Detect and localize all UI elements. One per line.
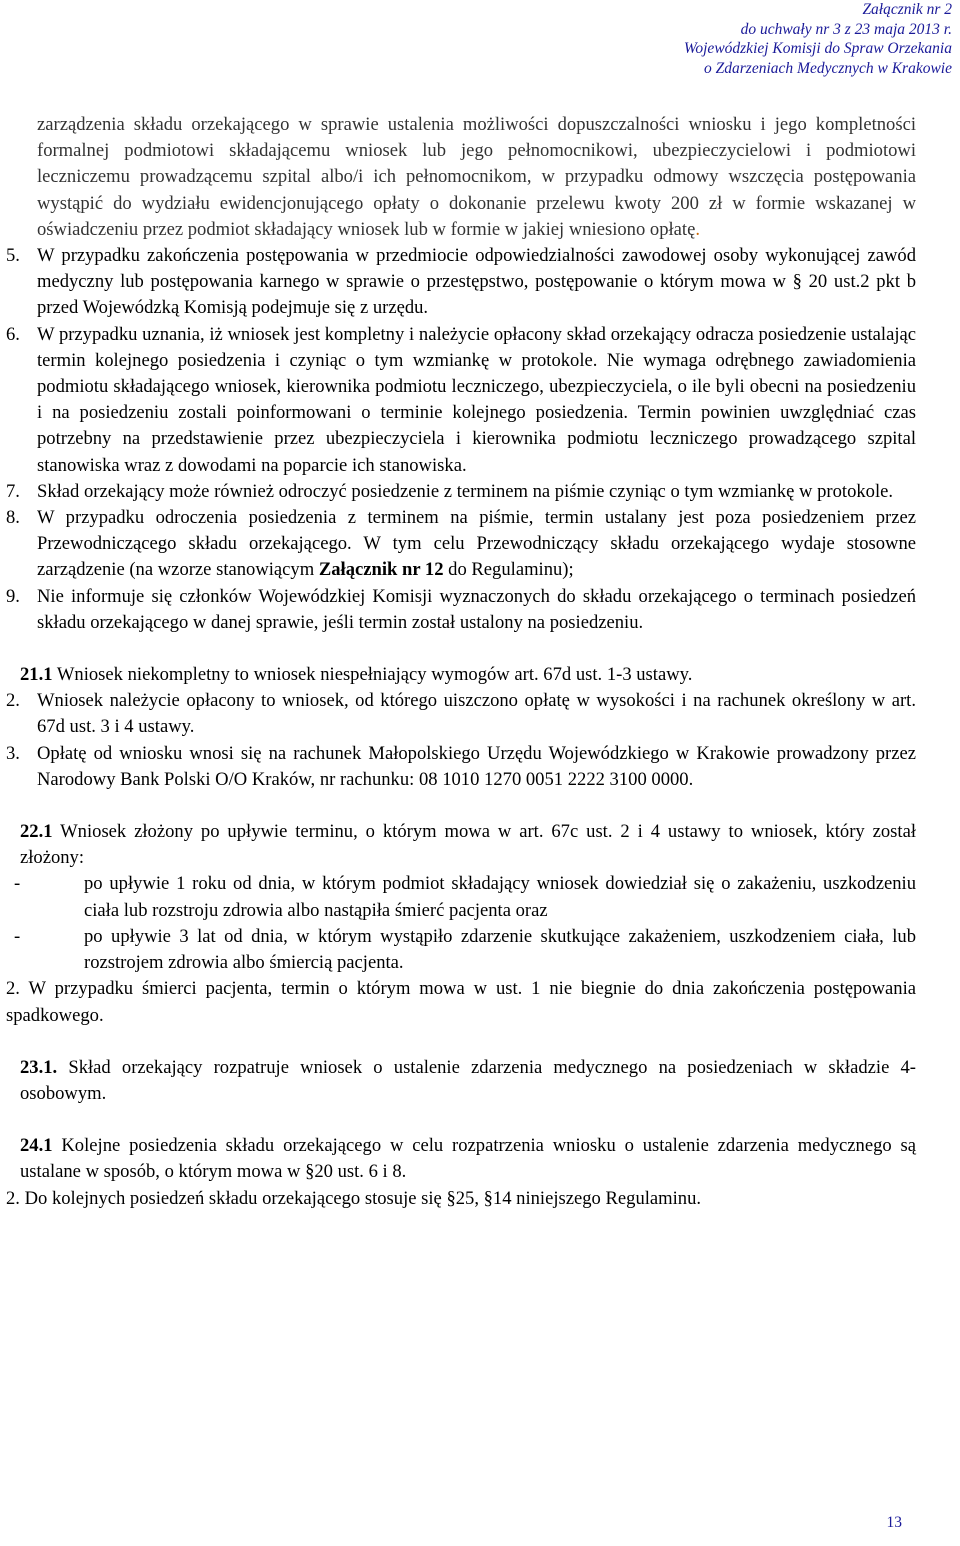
item-text: W przypadku zakończenia postępowania w przedmiocie odpowiedzialności zawodowej osoby wykonującej zawód medyczny lub postępowania karnego w sprawie o przestępstwo, postępowanie o którym mowa w § 20 ust.2 pkt b przed Wojewódzką Komisją podejmuje się z urzędu. [37,245,916,319]
header-line-location: o Zdarzeniach Medycznych w Krakowie [704,59,952,77]
item-text: po upływie 1 roku od dnia, w którym podmiot składający wniosek dowiedział się o zakażeniu, uszkodzeniu ciała lub rozstroju zdrowia albo nastąpiła śmierć pacjenta oraz [84,873,916,921]
header-line-attachment: Załącznik nr 2 [862,1,952,18]
item-number: 8. [6,507,20,529]
item-text: Opłatę od wniosku wnosi się na rachunek Małopolskiego Urzędu Wojewódzkiego w Krakowie prowadzony przez Narodowy Bank Polski O/O Kraków, nr rachunku: 08 1010 1270 0051 2222 3100 0000. [37,742,916,790]
spacer [6,1107,916,1133]
item-text: Nie informuje się członków Wojewódzkiej Komisji wyznaczonych do składu orzekającego o terminach posiedzeń składu orzekającego w danej sprawie, jeśli termin został ustalony na posiedzeniu. [37,585,916,633]
dash-list-item [6,924,916,976]
header-line-resolution: do uchwały nr 3 z 23 maja 2013 r. [740,20,952,38]
intro-text: zarządzenia składu orzekającego w sprawie ustalenia możliwości dopuszczalności wniosku i jego kompletności formalnej podmiotowi składającemu wniosek lub jego pełnomocnikowi, ubezpieczycielowi i podmiotowi leczniczemu prowadzącemu szpital albo/i ich pełnomocnikom, w przypadku odmowy wszczęcia postępowania wystąpić do wydziału ewidencjonującego opłaty o dokonanie przelewu kwoty 200 zł w formie wskazanej w oświadczeniu przez podmiot składający wniosek lub w formie w jakiej wniesiono opłatę [37,114,916,240]
section-24-heading [6,1133,916,1185]
section-22-paragraph-2: 2. W przypadku śmierci pacjenta, termin o którym mowa w ust. 1 nie biegnie do dnia zakończenia postępowania spadkowego. [6,978,916,1026]
document-body [6,112,916,1212]
section-text: Wniosek niekompletny to wniosek niespełniający wymogów art. 67d ust. 1-3 ustawy. [52,664,693,686]
list-item [6,322,916,479]
attachment-header [684,0,952,78]
list-item [6,741,916,793]
item-text-part: W przypadku odroczenia posiedzenia z terminem na piśmie, termin ustalany jest poza posiedzeniem przez Przewodniczącego składu orzekającego. W tym celu Przewodniczący składu orzekającego wydaje stosowne zarządzenie (na wzorze stanowiącym [37,507,916,581]
section-number: 24.1 [20,1135,53,1157]
intro-period: . [695,218,701,240]
section-24-paragraph-2: 2. Do kolejnych posiedzeń składu orzekającego stosuje się §25, §14 niniejszego Regulaminu. [6,1187,702,1209]
section-number: 23.1. [20,1056,58,1078]
item-number: 3. [6,742,20,764]
section-23-heading [6,1055,916,1107]
intro-paragraph [6,112,916,243]
dash-list-item [6,871,916,923]
item-text: Skład orzekający może również odroczyć posiedzenie z terminem na piśmie czyniąc o tym wzmiankę w protokole. [37,480,894,502]
dash-marker: - [14,925,21,947]
item-number: 2. [6,690,20,712]
item-number: 7. [6,480,20,502]
section-text: Wniosek złożony po upływie terminu, o którym mowa w art. 67c ust. 2 i 4 ustawy to wniosek, który został złożony: [20,821,916,869]
list-item [6,243,916,322]
attachment-reference: Załącznik nr 12 [318,559,444,581]
list-item [6,479,916,505]
list-item [6,505,916,584]
item-text [37,505,916,584]
page-number: 13 [886,1513,902,1531]
section-text: Skład orzekający rozpatruje wniosek o ustalenie zdarzenia medycznego na posiedzeniach w składzie 4-osobowym. [20,1056,916,1104]
list-item [6,688,916,740]
section-text: Kolejne posiedzenia składu orzekającego w celu rozpatrzenia wniosku o ustalenie zdarzenia medycznego są ustalane w sposób, o którym mowa w §20 ust. 6 i 8. [20,1135,916,1183]
item-number: 5. [6,245,20,267]
item-text: Wniosek należycie opłacony to wniosek, od którego uiszczono opłatę w wysokości i na rachunek określony w art. 67d ust. 3 i 4 ustawy. [37,690,916,738]
section-number: 22.1 [20,821,53,843]
spacer [6,793,916,819]
spacer [6,1029,916,1055]
item-number: 6. [6,323,20,345]
item-number: 9. [6,585,20,607]
section-21-heading [6,662,916,688]
dash-marker: - [14,873,21,895]
item-text: po upływie 3 lat od dnia, w którym wystąpiło zdarzenie skutkujące zakażeniem, uszkodzeniem ciała, lub rozstrojem zdrowia albo śmiercią pacjenta. [84,925,916,974]
section-22-heading [6,819,916,871]
section-number: 21.1 [20,664,53,686]
item-text-part: do Regulaminu); [443,559,574,581]
item-text: W przypadku uznania, iż wniosek jest kompletny i należycie opłacony skład orzekający odracza posiedzenie ustalając termin kolejnego posiedzenia i czyniąc o tym wzmiankę w protokole. Nie wymaga odrębnego zawiadomienia podmiotu składającego wniosek, kierownika podmiotu leczniczego, ubezpieczyciela, o ile byli obecni na posiedzeniu i na posiedzeniu zostali poinformowani o terminie kolejnego posiedzenia. Termin powinien uwzględniać czas potrzebny na przedstawienie przez ubezpieczyciela i kierownika podmiotu leczniczego prowadzącego szpital stanowiska wraz z dowodami na poparcie ich stanowiska. [37,323,916,476]
spacer [6,636,916,662]
header-line-commission: Wojewódzkiej Komisji do Spraw Orzekania [683,40,952,57]
list-item [6,584,916,636]
